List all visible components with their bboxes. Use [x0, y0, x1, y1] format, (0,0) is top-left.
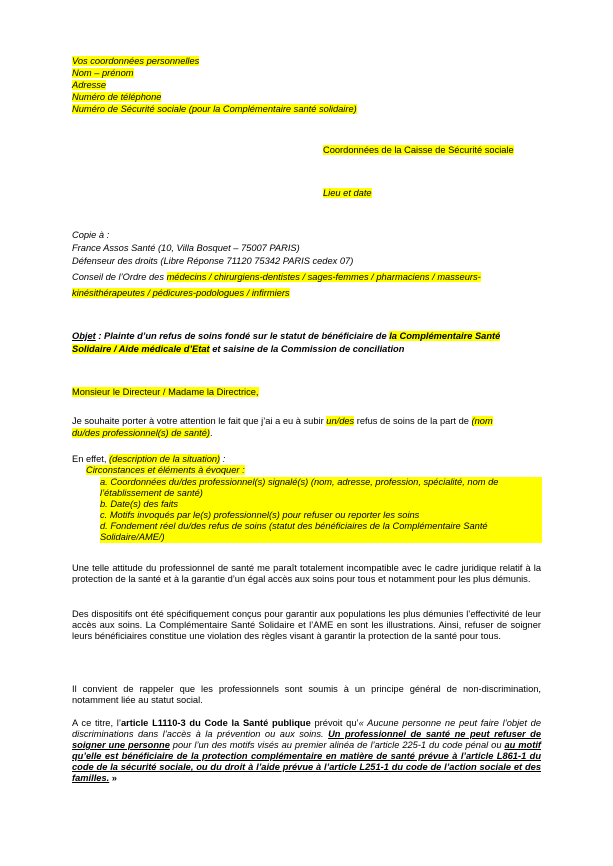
copy-line [72, 288, 290, 299]
sender-row [72, 68, 134, 79]
recipient-row [323, 145, 514, 156]
para5-text: A ce titre, l’ [72, 718, 121, 728]
para1-text: Je souhaite porter à votre attention le fait que j’ai a eu à subir [72, 416, 327, 426]
sender-line: Numéro de téléphone [72, 92, 162, 102]
para1-text: . [209, 428, 213, 438]
quote-close: » [109, 773, 117, 783]
sender-row [72, 80, 106, 91]
sender-line: Adresse [72, 80, 107, 90]
para2: Une telle attitude du professionnel de santé me paraît totalement incompatible avec le cadre juridique relatif à la protection de la santé et à la garantie d’un égal accès aux soins pour tous et notamment pour les plus démunis. [72, 563, 541, 584]
object-label: Objet [72, 331, 96, 341]
para4: Il convient de rappeler que les professionnels sont soumis à un principe général de non-discrimination, notamment liée au statut social. [72, 684, 541, 705]
salutation: Monsieur le Directeur / Madame la Directrice, [72, 387, 259, 397]
object-line [72, 344, 404, 355]
para5 [72, 718, 541, 784]
circ-text: : [220, 454, 226, 464]
copy-professions: kinésithérapeutes / pédicures-podologues / infirmiers [72, 288, 290, 298]
object-line [72, 331, 500, 342]
circ-text: En effet, [72, 454, 110, 464]
place-date-row [323, 188, 372, 199]
salutation-row [72, 387, 259, 398]
copy-line: France Assos Santé (10, Villa Bosquet – 75007 PARIS) [72, 243, 300, 253]
sender-line: Nom – prénom [72, 68, 134, 78]
copy-title: Copie à : [72, 230, 110, 240]
sender-block [72, 56, 199, 67]
object-text: et saisine de la Commission de conciliation [209, 344, 405, 354]
para1-text: refus de soins de la part de [354, 416, 472, 426]
para1-highlight: (nom [471, 416, 493, 426]
circ-item: b. Date(s) des faits [100, 499, 179, 509]
circ-item: a. Coordonnées du/des professionnel(s) signalé(s) (nom, adresse, profession, spécialité, nom de [100, 477, 499, 487]
circ-item: c. Motifs invoqués par le(s) professionnel(s) pour refuser ou reporter les soins [100, 510, 420, 520]
circ-title: Circonstances et éléments à évoquer : [86, 465, 245, 475]
circ-intro [72, 454, 225, 465]
circ-highlight: (description de la situation) [109, 454, 221, 464]
sender-row [72, 104, 357, 115]
quote-emphasis: Un professionnel de santé ne peut refuser de soigner une personne [72, 729, 541, 750]
circ-item: d. Fondement réel du/des refus de soins (statut des bénéficiaires de la Complémentaire Santé [100, 521, 488, 531]
para1-line [72, 416, 493, 427]
para1-line [72, 428, 213, 439]
sender-line: Vos coordonnées personnelles [72, 56, 200, 66]
circ-list [100, 477, 542, 543]
copy-line [72, 272, 481, 283]
object-highlight: la Complémentaire Santé [389, 331, 501, 341]
article-reference: article L1110-3 du Code la Santé publique [120, 718, 311, 728]
para1-highlight: du/des professionnel(s) de santé) [72, 428, 210, 438]
quote-text: pour l’un des motifs visés au premier alinéa de l’article 225-1 du code pénal ou [169, 740, 505, 750]
para1-highlight: un/des [326, 416, 355, 426]
copy-text: Conseil de l’Ordre des [72, 272, 167, 282]
object-text: : Plainte d’un refus de soins fondé sur le statut de bénéficiaire de [95, 331, 390, 341]
circ-title-row [86, 465, 245, 476]
circ-item: l’établissement de santé) [100, 488, 203, 498]
para3: Des dispositifs ont été spécifiquement conçus pour garantir aux populations les plus démunies l’effectivité de leur accès aux soins. La Complémentaire Santé Solidaire et l’AME en sont les illustrations. Ainsi, refuser de soigner leurs bénéficiaires constitue une violation des règles visant à garantir la protection de la santé pour tous. [72, 609, 541, 641]
recipient-address: Coordonnées de la Caisse de Sécurité sociale [323, 145, 514, 155]
object-highlight: Solidaire / Aide médicale d’Etat [72, 344, 210, 354]
circ-item: Solidaire/AME/) [100, 532, 165, 542]
sender-row [72, 92, 161, 103]
place-date: Lieu et date [323, 188, 372, 198]
quote-emphasis: au motif qu’elle est bénéficiaire de la protection complémentaire en matière de santé prévue à l’article L861-1 du code de la sécurité sociale, ou du droit à l’aide prévue à l’article L251-1 du code de l’action sociale et des familles. [72, 740, 541, 783]
para5-text: prévoit qu’ [310, 718, 359, 728]
sender-line: Numéro de Sécurité sociale (pour la Complémentaire santé solidaire) [72, 104, 357, 114]
copy-professions: médecins / chirurgiens-dentistes / sages-femmes / pharmaciens / masseurs- [166, 272, 481, 282]
quote-text: « Aucune personne ne peut faire l’objet de discriminations dans l’accès à la prévention ou aux soins. [72, 718, 542, 739]
copy-line: Défenseur des droits (Libre Réponse 71120 75342 PARIS cedex 07) [72, 256, 354, 266]
